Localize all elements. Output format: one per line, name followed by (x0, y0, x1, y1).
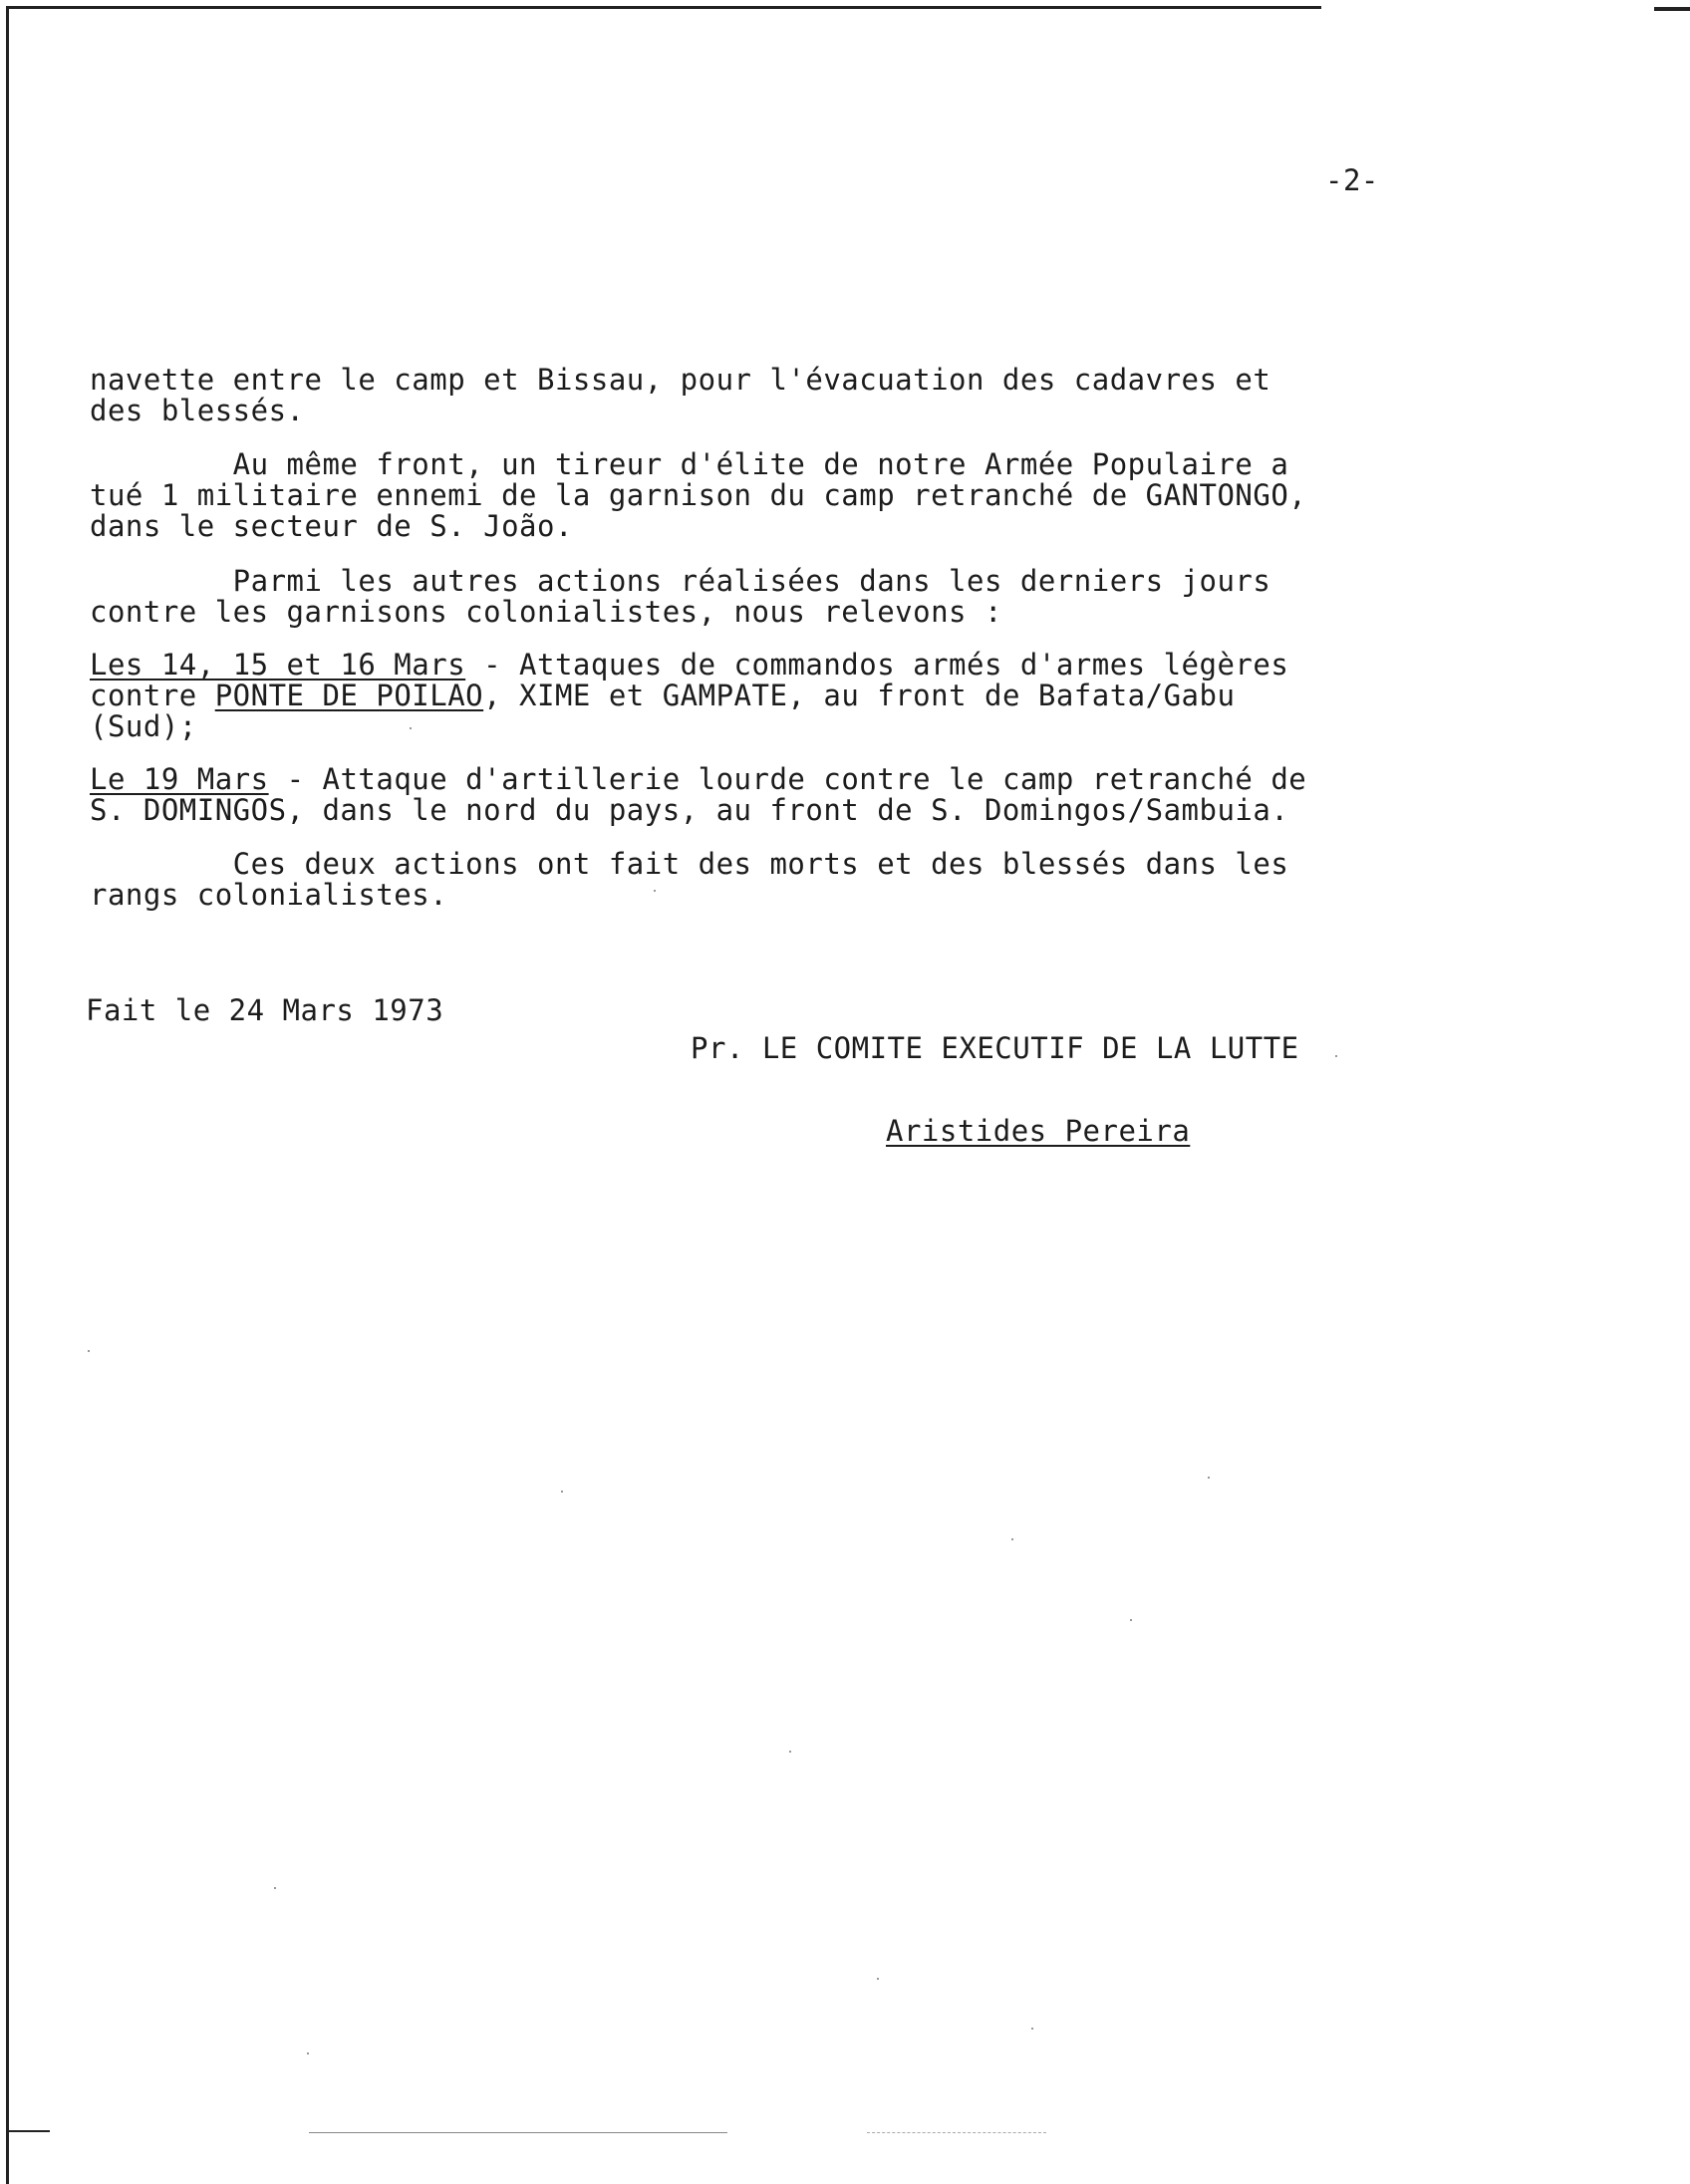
list-item-1-line-2 (90, 681, 1235, 711)
scan-speck (410, 727, 412, 729)
list-item-1-line-2-prefix: contre (90, 679, 215, 712)
scan-speck (654, 890, 656, 892)
list-item-2-date: Le 19 Mars (90, 762, 269, 796)
document-date: Fait le 24 Mars 1973 (86, 993, 444, 1027)
scan-speck (561, 1491, 563, 1493)
scan-speck (1011, 1538, 1013, 1540)
list-item-1-line-3: (Sud); (90, 709, 197, 743)
list-item-1-line-1 (90, 650, 1288, 681)
scan-edge-top (6, 6, 1321, 9)
list-item-2-line-1 (90, 764, 1306, 795)
scan-speck (1130, 1619, 1132, 1621)
page-number: -2- (1325, 163, 1379, 197)
paragraph-2-line-1: Au même front, un tireur d'élite de notre Armée Populaire a (90, 447, 1289, 481)
scan-edge-top-right (1654, 7, 1690, 11)
paragraph-2-line-2: tué 1 militaire ennemi de la garnison du camp retranché de GANTONGO, (90, 478, 1307, 512)
paragraph-3-line-2: contre les garnisons colonialistes, nous relevons : (90, 595, 1002, 629)
scan-speck (274, 1887, 276, 1889)
paragraph-1-line-1: navette entre le camp et Bissau, pour l'évacuation des cadavres et (90, 363, 1271, 397)
list-item-1-line-1-text: - Attaques de commandos armés d'armes légères (465, 648, 1289, 682)
list-item-1-date: Les 14, 15 et 16 Mars (90, 648, 466, 682)
paragraph-2-line-3: dans le secteur de S. João. (90, 509, 573, 543)
scan-speck (789, 1751, 791, 1753)
paragraph-3-line-1: Parmi les autres actions réalisées dans les derniers jours (90, 564, 1271, 598)
paragraph-4-line-1: Ces deux actions ont fait des morts et des blessés dans les (90, 847, 1289, 881)
scan-edge-bottom-tick (6, 2130, 50, 2132)
scan-edge-bottom-line (309, 2132, 727, 2133)
committee-signature-line: Pr. LE COMITE EXECUTIF DE LA LUTTE (691, 1031, 1299, 1065)
scan-speck (877, 1978, 879, 1980)
scan-speck (307, 2052, 309, 2054)
scan-edge-bottom-line-faint (867, 2132, 1046, 2133)
scan-speck (1335, 1055, 1337, 1057)
list-item-1-line-2-text: , XIME et GAMPATE, au front de Bafata/Gabu (483, 679, 1236, 712)
signatory-name: Aristides Pereira (886, 1114, 1191, 1148)
list-item-2-line-2: S. DOMINGOS, dans le nord du pays, au front de S. Domingos/Sambuia. (90, 793, 1289, 827)
scan-edge-left (6, 6, 9, 2184)
scan-speck (1208, 1477, 1210, 1479)
paragraph-4-line-2: rangs colonialistes. (90, 878, 448, 912)
list-item-2-line-1-text: - Attaque d'artillerie lourde contre le camp retranché de (268, 762, 1307, 796)
scan-speck (1031, 2028, 1033, 2030)
list-item-1-location: PONTE DE POILAO (214, 679, 484, 712)
paragraph-1-line-2: des blessés. (90, 394, 305, 427)
scan-speck (88, 1350, 90, 1352)
